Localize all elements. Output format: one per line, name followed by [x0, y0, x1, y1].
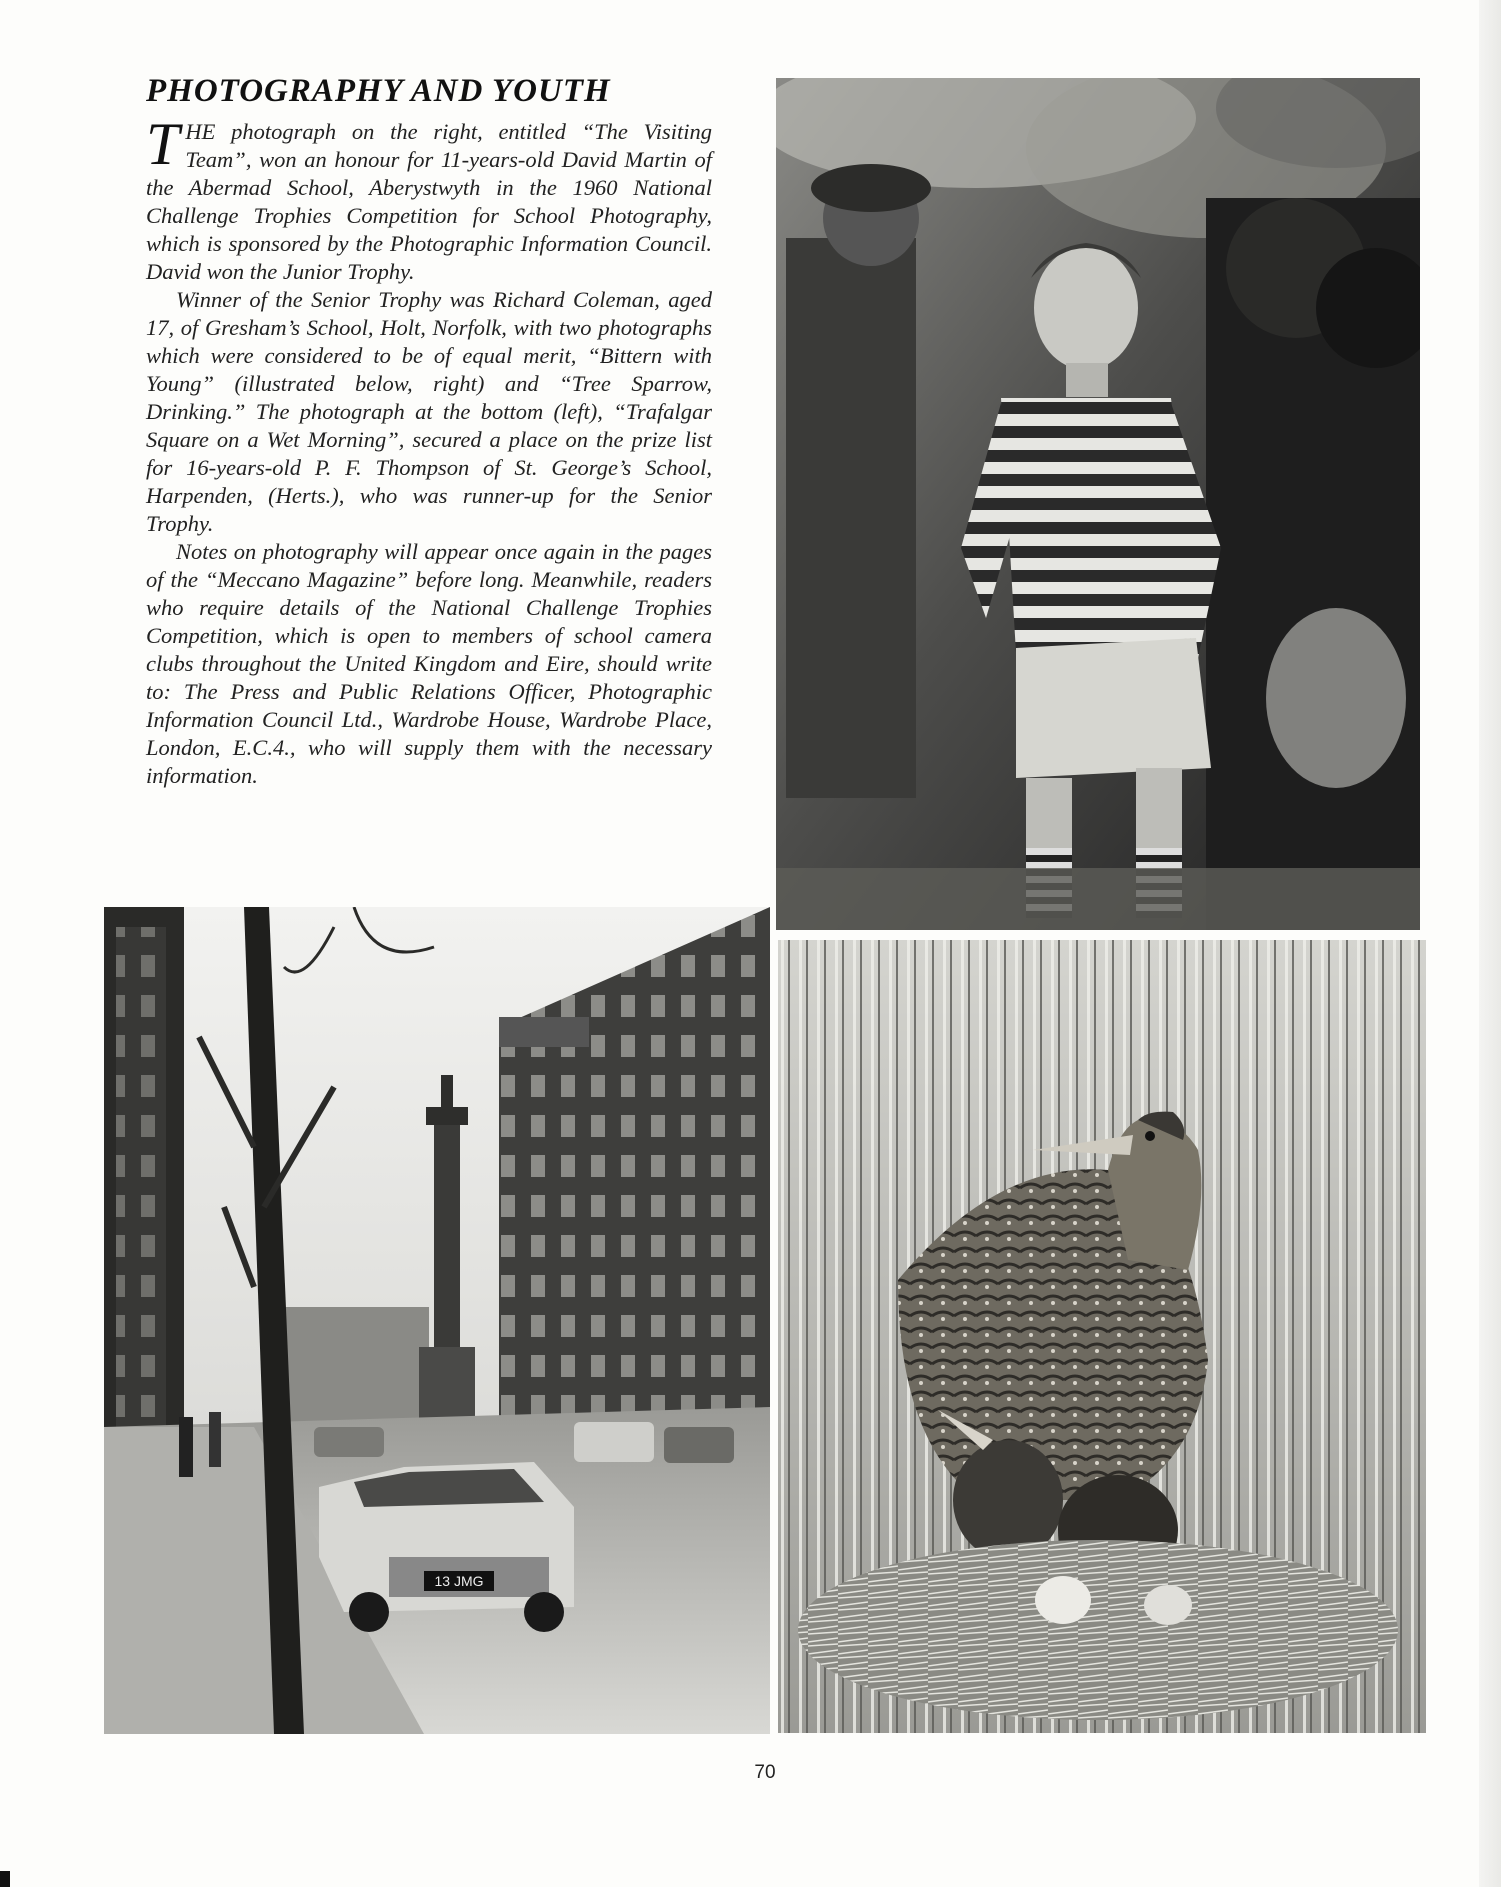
page-number: 70 [754, 1762, 776, 1783]
visiting-team-illustration [776, 78, 1420, 930]
paragraph-1-text: HE photograph on the right, entitled “The Visiting Team”, won an honour for 11-years-old David Martin of the Abermad School, Aberystwyth in the 1960 National Challenge Trophies Competition for School Photography, which is sponsored by the Photographic Information Council. David won the Junior Trophy. [146, 119, 712, 284]
bittern-with-young-photo [778, 940, 1426, 1733]
bittern-illustration [778, 940, 1426, 1733]
article-paragraph-1 [146, 111, 712, 286]
article-paragraph-3: Notes on photography will appear once again in the pages of the “Meccano Magazine” before long. Meanwhile, readers who require details of the National Challenge Trophies Competition, which is open to members of school camera clubs throughout the United Kingdom and Eire, should write to: The Press and Public Relations Officer, Photographic Information Council Ltd., Wardrobe House, Wardrobe Place, London, E.C.4., who will supply them with the necessary information. [146, 539, 712, 788]
article-column [146, 72, 712, 790]
car-number-plate: 13 JMG [434, 1573, 484, 1589]
article-paragraph-2: Winner of the Senior Trophy was Richard Coleman, aged 17, of Gresham’s School, Holt, Norfolk, with two photographs which were considered to be of equal merit, “Bittern with Young” (illustrated below, right) and “Tree Sparrow, Drinking.” The photograph at the bottom (left), “Trafalgar Square on a Wet Morning”, secured a place on the prize list for 16-years-old P. F. Thompson of St. George’s School, Harpenden, (Herts.), who was runner-up for the Senior Trophy. [146, 287, 712, 536]
article-title: PHOTOGRAPHY AND YOUTH [146, 73, 611, 109]
page-edge-shadow [1479, 0, 1501, 1887]
visiting-team-photo [776, 78, 1420, 930]
drop-cap: T [146, 111, 180, 177]
trafalgar-square-illustration [104, 907, 770, 1734]
scan-edge-mark [0, 1871, 10, 1887]
trafalgar-square-photo [104, 907, 770, 1734]
